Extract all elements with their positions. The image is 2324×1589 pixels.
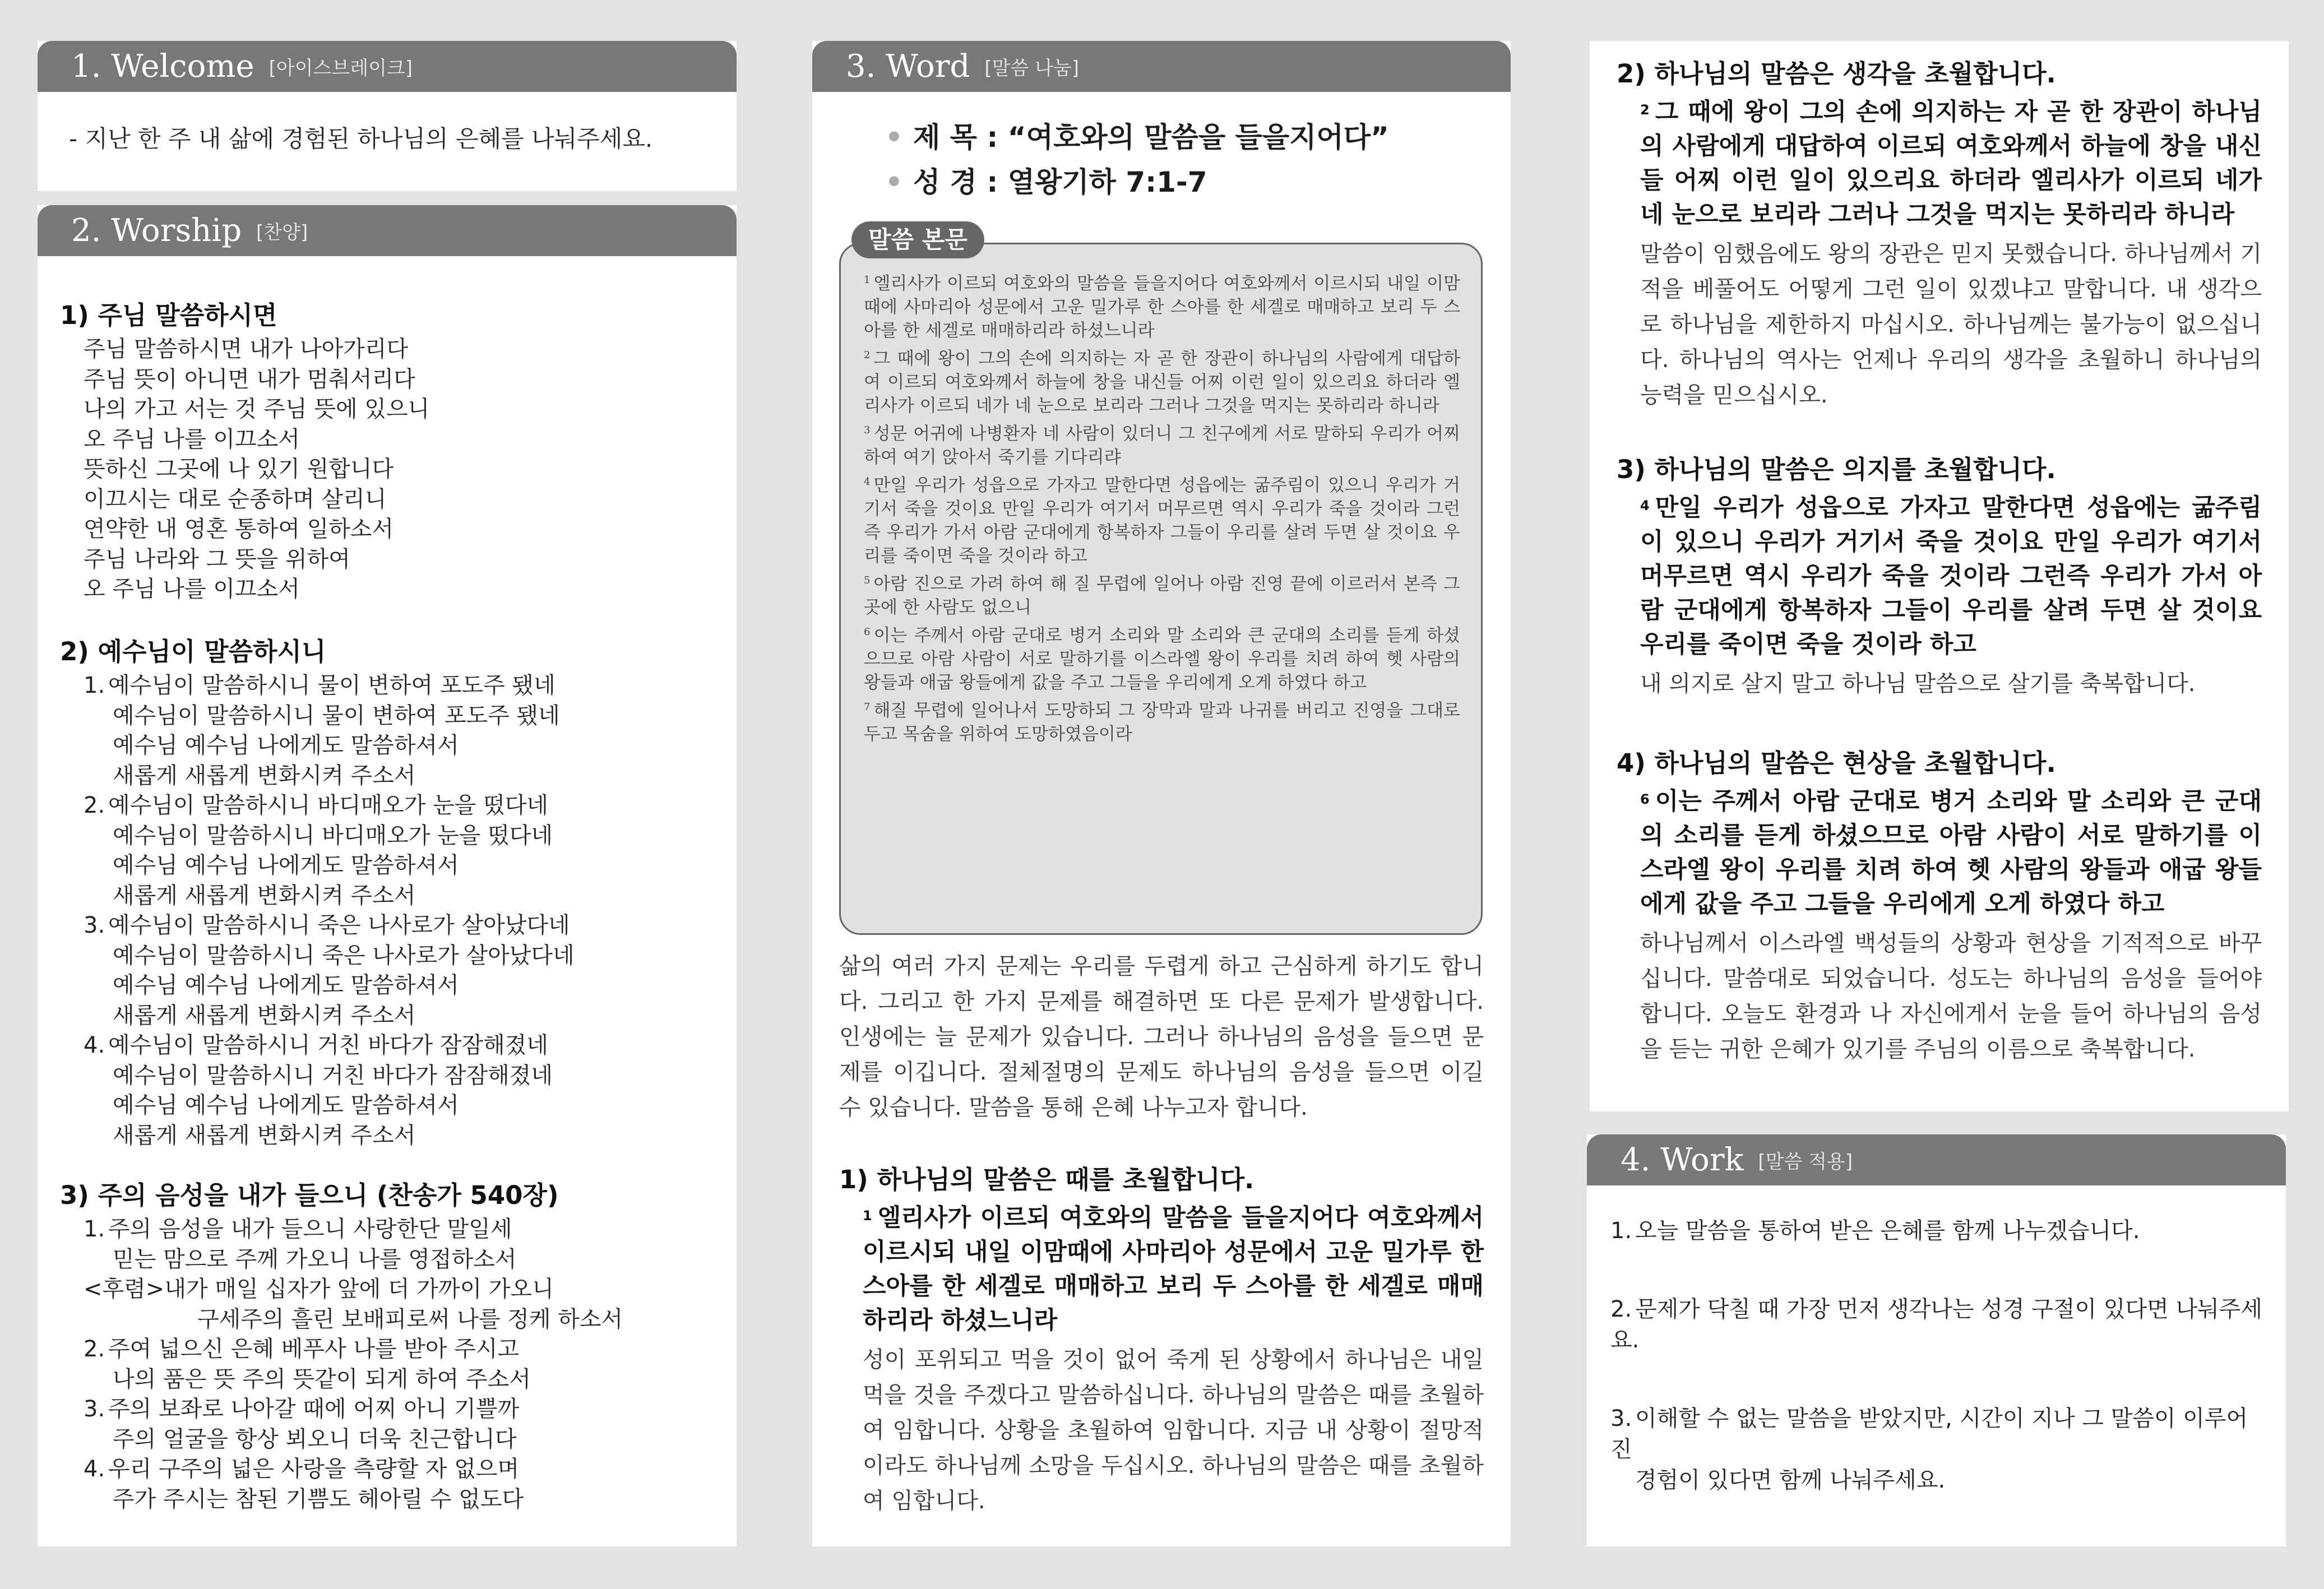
sermon-intro: 삶의 여러 가지 문제는 우리를 두렵게 하고 근심하게 하기도 합니다. 그리고 한 가지 문제를 해결하면 또 다른 문제가 발생합니다. 인생에는 늘 문제가 있습니다. 그러나 하나님의 음성을 들으면 문제를 이깁니다. 절체절명의 문제도 하나님의 음성을 들으면 이길 수 있습니다. 말씀을 통해 은혜 나누고자 합니다. (839, 953, 1484, 1120)
verse-number: 2. (84, 793, 105, 818)
verse-text: 성문 어귀에 나병환자 네 사람이 있더니 그 친구에게 서로 말하되 우리가 어찌하여 여기 앉아서 죽기를 기다리랴 (864, 424, 1460, 467)
point-text: 하나님께서 이스라엘 백성들의 상황과 현상을 기적적으로 바꾸십니다. 말씀대로 되었습니다. 성도는 하나님의 음성을 들어야 합니다. 오늘도 환경과 나 자신에게서 눈을 들어 하나님의 음성을 듣는 귀한 은혜가 있기를 주님의 이름으로 축복합니다. (1640, 930, 2262, 1062)
point-3 (1617, 449, 2262, 702)
lyric-text: 우리 구주의 넓은 사랑을 측량할 자 없으며 (108, 1456, 520, 1482)
point-title: 3) 하나님의 말씀은 의지를 초월합니다. (1617, 455, 2056, 484)
scripture-verse (864, 422, 1460, 469)
quote-text: 만일 우리가 성읍으로 가자고 말한다면 성읍에는 굶주림이 있으니 우리가 거기서 죽을 것이요 만일 우리가 여기서 머무르면 역시 우리가 죽을 것이라 그런즉 우리가 가서 아람 군대에게 항복하자 그들이 우리를 살려 두면 살 것이요 우리를 죽이면 죽을 것이라 하고 (1640, 494, 2262, 659)
lyric-line: 주가 주시는 참된 기쁨도 헤아릴 수 없도다 (113, 1486, 524, 1512)
lyric-text: 내가 매일 십자가 앞에 더 가까이 가오니 (164, 1276, 554, 1302)
welcome-prompt: - 지난 한 주 내 삶에 경험된 하나님의 은혜를 나눠주세요. (69, 125, 653, 152)
section-subtitle: [말씀 적용] (1758, 1151, 1853, 1173)
verse-text: 해질 무렵에 일어나서 도망하되 그 장막과 말과 나귀를 버리고 진영을 그대로 두고 목숨을 위하여 도망하였음이라 (864, 701, 1460, 744)
point-quote (1640, 95, 2262, 232)
question-text: 오늘 말씀을 통하여 받은 은혜를 함께 나누겠습니다. (1635, 1218, 2140, 1244)
lyric-line: 새롭게 새롭게 변화시켜 주소서 (113, 762, 416, 789)
lyric-line: 주님 뜻이 아니면 내가 멈춰서리다 (84, 366, 415, 392)
worship-section (38, 205, 737, 1546)
work-question (1610, 1403, 2263, 1465)
lyric-line: 오 주님 나를 이끄소서 (84, 576, 300, 602)
scripture-verse (864, 699, 1460, 746)
bullet: • (885, 166, 903, 198)
scripture-reference (885, 160, 1511, 205)
verse-number: 2 (864, 349, 871, 361)
lyric-line: 주님 나라와 그 뜻을 위하여 (84, 546, 350, 572)
point-quote (1640, 785, 2262, 921)
verse-number: 5 (864, 575, 871, 586)
lyric-line (60, 671, 737, 701)
scripture-verse (864, 474, 1460, 568)
verse-number: 3. (84, 912, 105, 938)
scripture-text (864, 272, 1460, 751)
verse-number: 4 (864, 476, 871, 488)
song-title: 2) 예수님이 말씀하시니 (60, 637, 326, 666)
lyric-line: 나의 품은 뜻 주의 뜻같이 되게 하여 주소서 (113, 1366, 531, 1392)
section-subtitle: [찬양] (256, 221, 308, 244)
verse-number: 4. (84, 1456, 105, 1482)
question-number: 3. (1610, 1406, 1632, 1432)
reference-text: 성 경 : 열왕기하 7:1-7 (913, 166, 1207, 198)
lyric-line: 예수님 예수님 나에게도 말씀하셔서 (113, 733, 459, 758)
verse-number: 1. (84, 1216, 105, 1242)
lyric-line: 예수님 예수님 나에게도 말씀하셔서 (113, 1092, 459, 1118)
section-subtitle: [말씀 나눔] (984, 57, 1080, 80)
section-title: 2. Worship (71, 212, 242, 249)
lyric-line (60, 1215, 737, 1245)
point-title: 1) 하나님의 말씀은 때를 초월합니다. (839, 1165, 1254, 1194)
work-question (1610, 1216, 2263, 1247)
section-title: 4. Work (1621, 1142, 1744, 1178)
verse-number: 2 (1640, 102, 1650, 118)
lyric-line: 이끄시는 대로 순종하며 살리니 (84, 486, 387, 512)
lyric-text: 예수님이 말씀하시니 죽은 나사로가 살아났다네 (108, 912, 570, 938)
scripture-verse (864, 624, 1460, 694)
lyric-line: 주님 말씀하시면 내가 나아가리다 (84, 336, 409, 362)
lyric-text: 주여 넓으신 은혜 베푸사 나를 받아 주시고 (108, 1336, 520, 1362)
song-title: 1) 주님 말씀하시면 (60, 300, 277, 330)
question-text: 문제가 닥칠 때 가장 먼저 생각나는 성경 구절이 있다면 나눠주세요. (1610, 1296, 2263, 1353)
quote-text: 엘리사가 이르되 여호와의 말씀을 들을지어다 여호와께서 이르시되 내일 이맘때에 사마리아 성문에서 고운 밀가루 한 스아를 한 세겔로 매매하고 보리 두 스아를 한 세겔로 매매하리라 하셨느니라 (863, 1204, 1484, 1335)
welcome-header (38, 41, 737, 92)
song-3 (60, 1175, 737, 1514)
lyric-line (60, 791, 737, 821)
lyric-line: 예수님이 말씀하시니 죽은 나사로가 살아났다네 (113, 942, 575, 969)
point-2 (1617, 53, 2262, 413)
lyric-line: 나의 가고 서는 것 주님 뜻에 있으니 (84, 396, 430, 422)
word-header (812, 41, 1511, 92)
sermon-topic (885, 115, 1511, 160)
point-title: 4) 하나님의 말씀은 현상을 초월합니다. (1617, 748, 2056, 778)
point-text: 말씀이 임했음에도 왕의 장관은 믿지 못했습니다. 하나님께서 기적을 베풀어도 어떻게 그런 일이 있겠냐고 말합니다. 내 생각으로 하나님을 제한하지 마십시오. 하나님께는 불가능이 없으십니다. 하나님의 역사는 언제나 우리의 생각을 초월하니 하나님의 능력을 믿으십시오. (1640, 241, 2262, 408)
verse-number: 4. (84, 1032, 105, 1058)
chorus-label: <후렴> (84, 1276, 165, 1302)
verse-number: 1 (864, 274, 871, 286)
lyric-line: 예수님이 말씀하시니 거친 바다가 잠잠해졌네 (113, 1062, 553, 1088)
scripture-label: 말씀 본문 (851, 221, 984, 258)
point-4 (1617, 743, 2262, 1067)
verse-text: 이는 주께서 아람 군대로 병거 소리와 말 소리와 큰 군대의 소리를 듣게 하셨으므로 아람 사람이 서로 말하기를 이스라엘 왕이 우리를 치려 하여 헷 사람의 왕들과 애굽 왕들에게 값을 주고 그들을 우리에게 오게 하였다 하고 (864, 626, 1460, 693)
lyric-line: 오 주님 나를 이끄소서 (84, 426, 300, 452)
lyric-line: 예수님 예수님 나에게도 말씀하셔서 (113, 972, 459, 998)
lyric-line: 믿는 맘으로 주께 가오니 나를 영접하소서 (113, 1246, 517, 1272)
lyric-line: 연약한 내 영혼 통하여 일하소서 (84, 516, 394, 542)
verse-number: 4 (1640, 498, 1650, 513)
section-title: 1. Welcome (71, 48, 254, 85)
lyric-text: 주의 음성을 내가 들으니 사랑한단 말일세 (108, 1216, 512, 1242)
verse-number: 6 (864, 626, 871, 638)
song-title: 3) 주의 음성을 내가 들으니 (찬송가 540장) (60, 1180, 559, 1210)
work-section (1587, 1134, 2286, 1546)
song-1 (60, 295, 737, 605)
lyric-line (60, 1335, 737, 1365)
word-section (812, 41, 1511, 1546)
lyric-line (60, 1395, 737, 1425)
lyric-line: 구세주의 흘린 보배피로써 나를 정케 하소서 (197, 1306, 623, 1332)
verse-number: 1 (863, 1208, 872, 1224)
verse-number: 3 (864, 424, 871, 436)
topic-text: 제 목 : “여호와의 말씀을 들을지어다” (913, 121, 1389, 154)
lyric-line: 예수님이 말씀하시니 물이 변하여 포도주 됐네 (113, 702, 560, 729)
lyric-line: 새롭게 새롭게 변화시켜 주소서 (113, 882, 416, 909)
lyric-line: 예수님이 말씀하시니 바디매오가 눈을 떴다네 (113, 822, 553, 849)
scripture-verse (864, 572, 1460, 619)
lyric-line: 예수님 예수님 나에게도 말씀하셔서 (113, 853, 459, 878)
quote-text: 그 때에 왕이 그의 손에 의지하는 자 곧 한 장관이 하나님의 사람에게 대답하여 이르되 여호와께서 하늘에 창을 내신들 어찌 이런 일이 있으리요 하더라 엘리사가 이르되 네가 네 눈으로 보리라 그러나 그것을 먹지는 못하리라 하니라 (1640, 98, 2262, 229)
question-number: 2. (1610, 1296, 1632, 1322)
point-text: 성이 포위되고 먹을 것이 없어 죽게 된 상황에서 하나님은 내일 먹을 것을 주겠다고 말씀하십니다. 하나님의 말씀은 때를 초월하여 임합니다. 상황을 초월하여 임합니다. 지금 내 상황이 절망적이라도 하나님께 소망을 두십시오. 하나님의 말씀은 때를 초월하여 임합니다. (863, 1347, 1484, 1514)
point-text: 내 의지로 살지 말고 하나님 말씀으로 살기를 축복합니다. (1640, 671, 2196, 697)
lyric-text: 예수님이 말씀하시니 바디매오가 눈을 떴다네 (108, 793, 549, 818)
lyric-line: 뜻하신 그곳에 나 있기 원합니다 (84, 456, 394, 482)
lyric-text: 주의 보좌로 나아갈 때에 어찌 아니 기쁠까 (108, 1396, 520, 1422)
point-title: 2) 하나님의 말씀은 생각을 초월합니다. (1617, 59, 2056, 89)
work-question (1610, 1294, 2263, 1356)
word-continued (1590, 41, 2289, 1111)
point-quote (863, 1201, 1484, 1338)
point-quote (1640, 491, 2262, 662)
section-subtitle: [아이스브레이크] (268, 57, 413, 80)
song-2 (60, 631, 737, 1151)
lyric-line (60, 911, 737, 941)
verse-text: 엘리사가 이르되 여호와의 말씀을 들을지어다 여호와께서 이르시되 내일 이맘때에 사마리아 성문에서 고운 밀가루 한 스아를 한 세겔로 매매하고 보리 두 스아를 한 세겔로 매매하리라 하셨느니라 (864, 274, 1460, 341)
bullet: • (885, 121, 903, 154)
worship-header (38, 205, 737, 256)
lyric-text: 예수님이 말씀하시니 거친 바다가 잠잠해졌네 (108, 1032, 549, 1058)
section-title: 3. Word (846, 48, 970, 85)
verse-text: 그 때에 왕이 그의 손에 의지하는 자 곧 한 장관이 하나님의 사람에게 대답하여 이르되 여호와께서 하늘에 창을 내신들 어찌 이런 일이 있으리요 하더라 엘리사가 이르되 네가 네 눈으로 보리라 그러나 그것을 먹지는 못하리라 하니라 (864, 349, 1460, 416)
lyric-line (60, 1031, 737, 1061)
question-number: 1. (1610, 1218, 1632, 1244)
lyric-text: 예수님이 말씀하시니 물이 변하여 포도주 됐네 (108, 673, 555, 698)
lyric-line (60, 1454, 737, 1485)
quote-text: 이는 주께서 아람 군대로 병거 소리와 말 소리와 큰 군대의 소리를 듣게 하셨으므로 아람 사람이 서로 말하기를 이스라엘 왕이 우리를 치려 하여 헷 사람의 왕들과 애굽 왕들에게 값을 주고 그들을 우리에게 오게 하였다 하고 (1640, 787, 2262, 918)
welcome-section (38, 41, 737, 191)
scripture-verse (864, 272, 1460, 342)
question-text: 이해할 수 없는 말씀을 받았지만, 시간이 지나 그 말씀이 이루어진 (1610, 1406, 2248, 1462)
verse-text: 만일 우리가 성읍으로 가자고 말한다면 성읍에는 굶주림이 있으니 우리가 거기서 죽을 것이요 만일 우리가 여기서 머무르면 역시 우리가 죽을 것이라 그런즉 우리가 가서 아람 군대에게 항복하자 그들이 우리를 살려 두면 살 것이요 우리를 죽이면 죽을 것이라 하고 (864, 475, 1460, 566)
verse-text: 아람 진으로 가려 하여 해 질 무렵에 일어나 아람 진영 끝에 이르러서 본즉 그 곳에 한 사람도 없으니 (864, 574, 1460, 618)
work-header (1587, 1134, 2286, 1185)
point-1 (839, 1159, 1484, 1519)
verse-number: 1. (84, 673, 105, 698)
scripture-verse (864, 347, 1460, 418)
verse-number: 7 (864, 701, 871, 713)
lyric-line (60, 1275, 737, 1305)
work-question-continued: 경험이 있다면 함께 나눠주세요. (1635, 1467, 1946, 1493)
verse-number: 2. (84, 1336, 105, 1362)
verse-number: 6 (1640, 791, 1650, 807)
lyric-line: 새롭게 새롭게 변화시켜 주소서 (113, 1122, 416, 1148)
lyric-line: 주의 얼굴을 항상 뵈오니 더욱 친근합니다 (113, 1426, 517, 1452)
verse-number: 3. (84, 1396, 105, 1422)
lyric-line: 새롭게 새롭게 변화시켜 주소서 (113, 1002, 416, 1029)
